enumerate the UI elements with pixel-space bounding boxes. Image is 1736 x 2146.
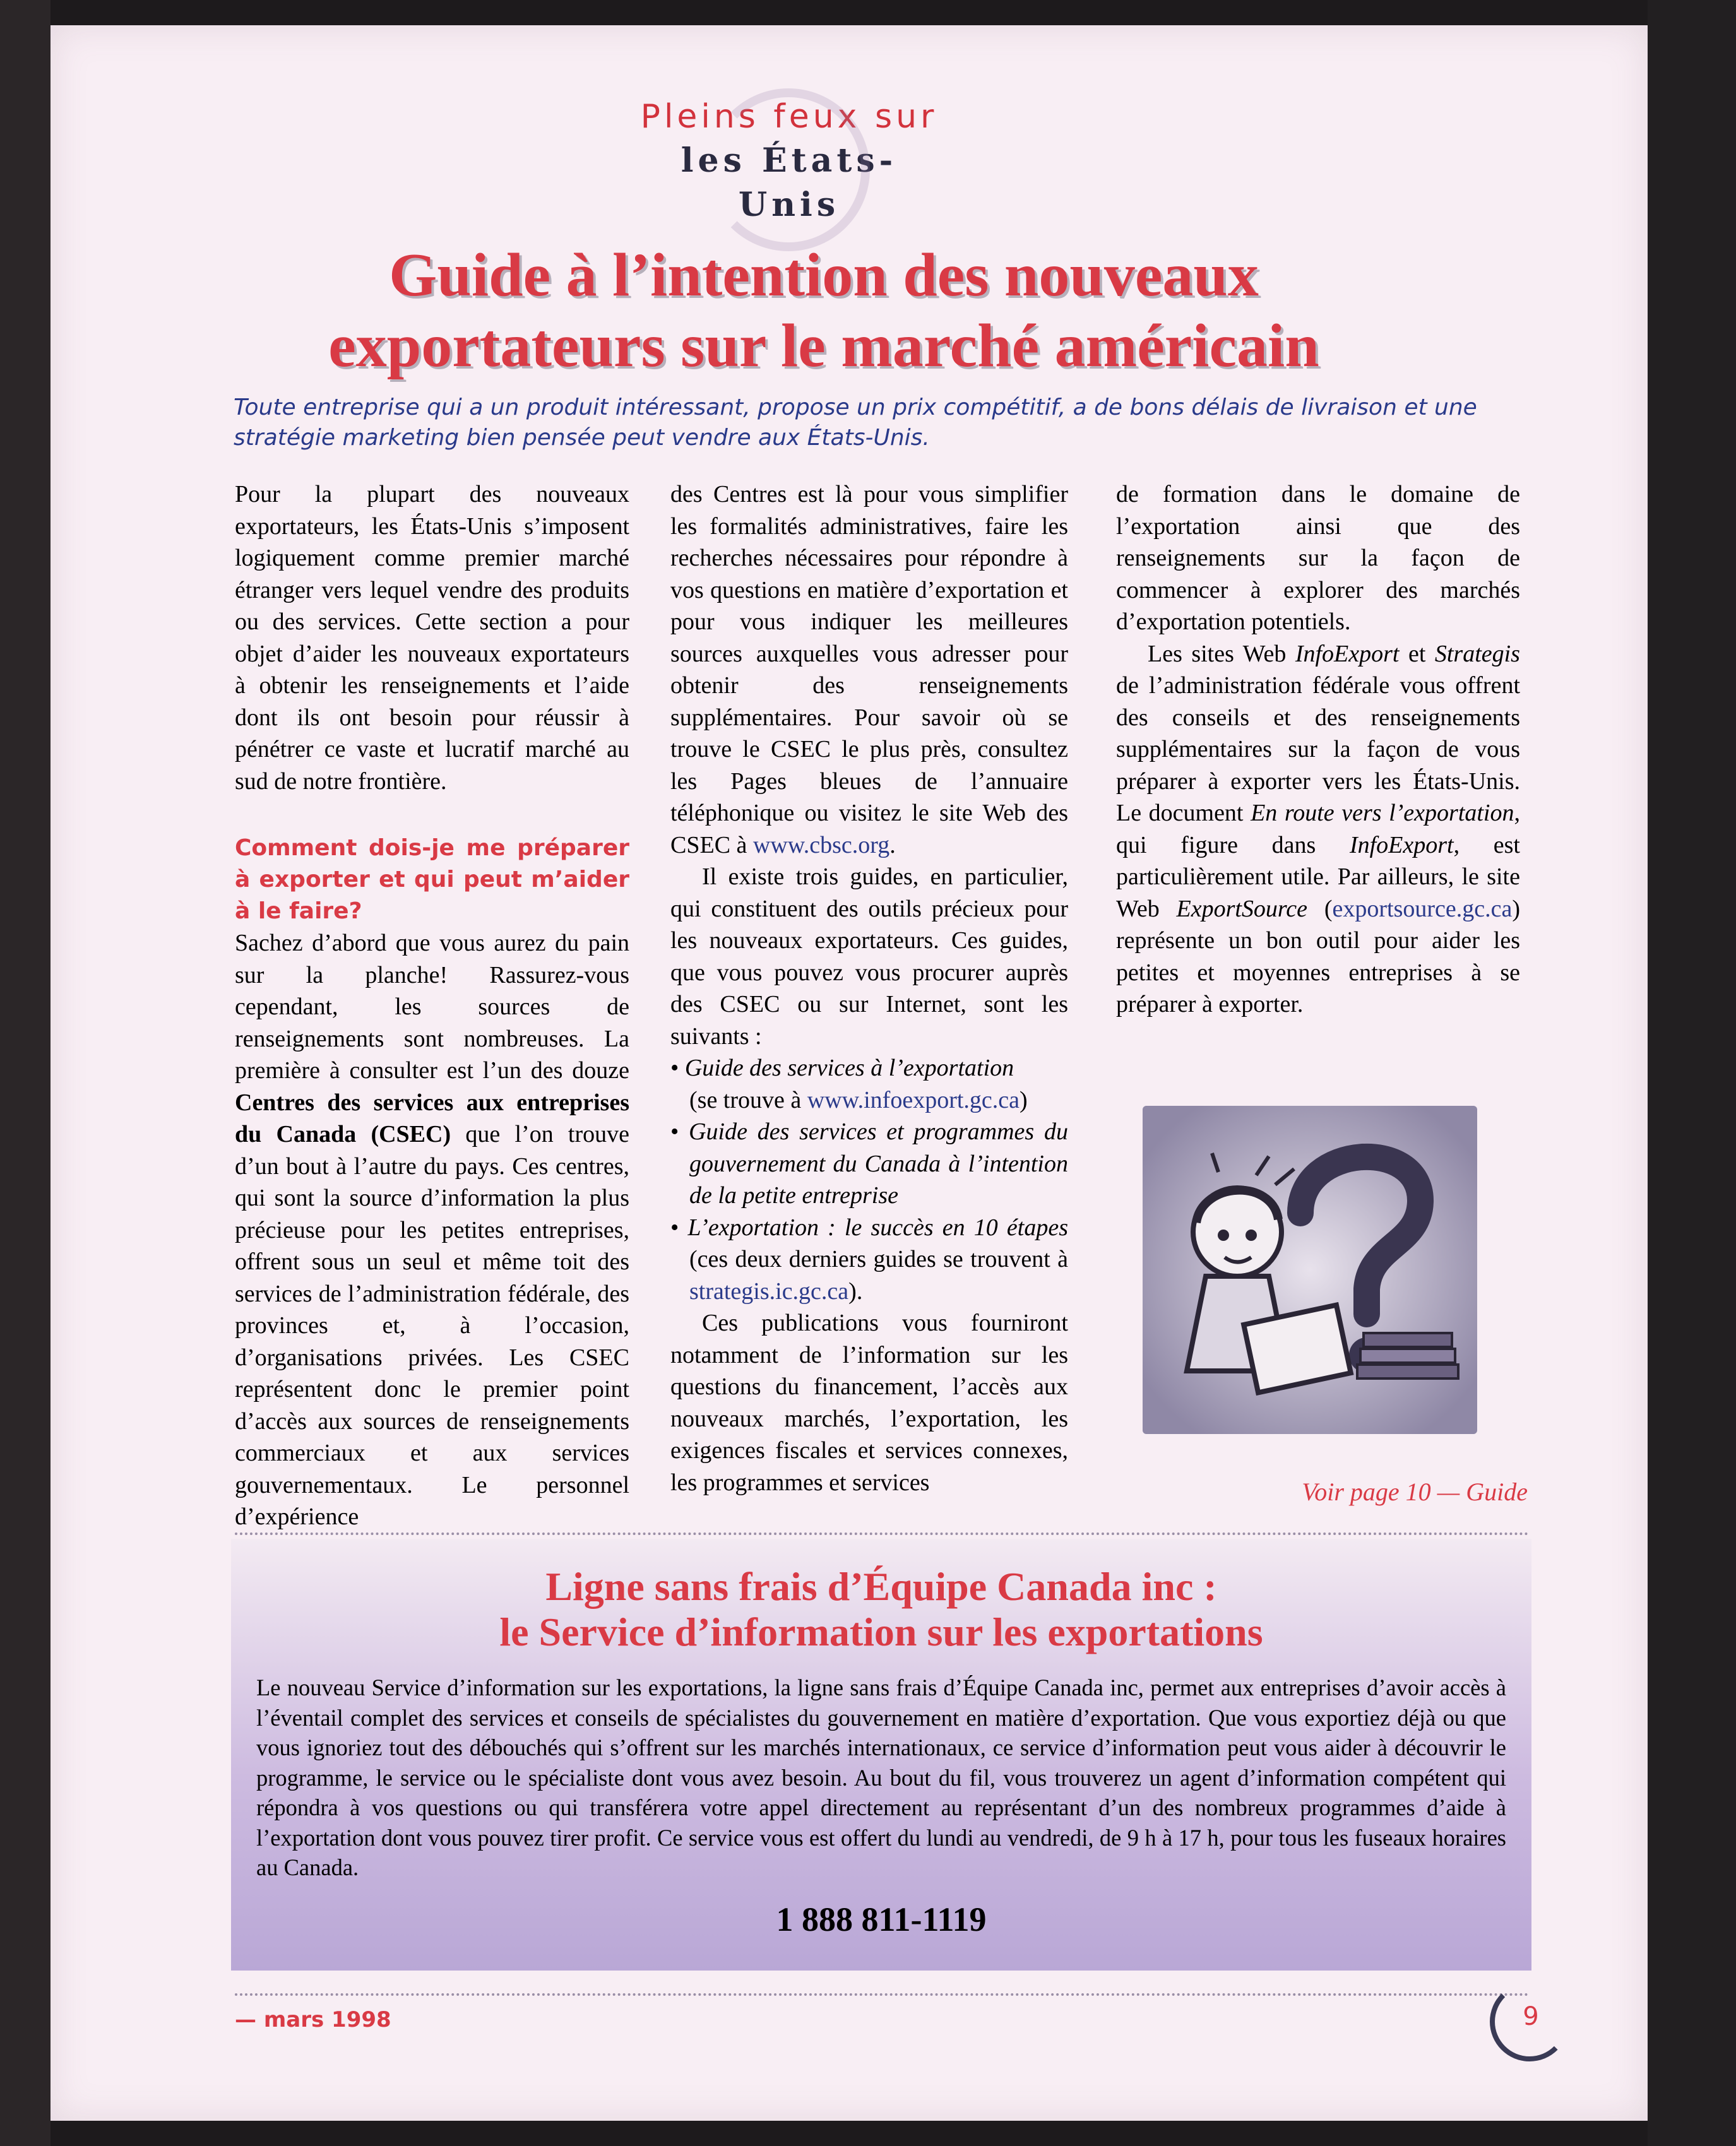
person-with-question-mark-illustration bbox=[1143, 1106, 1477, 1434]
section-kicker bbox=[631, 95, 947, 227]
info-service-box bbox=[231, 1539, 1531, 1971]
col3-text-e: , est particulièrement utile. Par ailleurs, le site Web bbox=[1116, 831, 1520, 922]
col1-subhead: Comment dois-je me préparer à exporter et qui peut m’aider à le faire? bbox=[235, 835, 629, 924]
toll-free-phone-number[interactable]: 1 888 811-1119 bbox=[776, 1900, 987, 1938]
col3-text-c: de l’administration fédérale vous offrent des conseils et des renseignements supplémentaires sur la façon de vous préparer à exporter vers les États-Unis. Le document bbox=[1116, 672, 1520, 826]
col1-paragraph-1: Pour la plupart des nouveaux exportateurs, les États-Unis s’imposent logiquement comme premier marché étranger vers lequel vendre des produits ou des services. Cette section a pour objet d’aider les nouveaux exportateurs à obtenir les renseignements et l’aide dont ils ont besoin pour réussir à pénétrer ce vaste et lucratif marché au sud de notre frontière. bbox=[235, 481, 629, 795]
box-body: Le nouveau Service d’information sur les exportations, la ligne sans frais d’Équipe Canada inc, permet aux entreprises d’avoir accès à l’éventail complet des services et conseils de spécialistes du gouvernement en matière d’exportation. Que vous exportiez déjà ou que vous ignoriez tout des débouchés qui s’offrent sur les marchés internationaux, ce service d’information peut vous aider à découvrir le programme, le service ou le spécialiste dont vous avez besoin. Au bout du fil, vous trouverez un agent d’information compétent qui répondra à vos questions ou qui transférera votre appel directement au représentant d’un des nombreux programmes d’aide à l’exportation dont vous pouvez tirer profit. Ce service vous est offert du lundi au vendredi, de 9 h à 17 h, pour tous les fuseaux horaires au Canada. bbox=[256, 1675, 1506, 1880]
col3-text-d: , qui figure dans bbox=[1116, 800, 1520, 858]
csec-bold-term: Centres des services aux entreprises du Canada (CSEC) bbox=[235, 1089, 629, 1147]
col3-text-b: et bbox=[1399, 640, 1435, 667]
strategis-link[interactable]: strategis.ic.gc.ca bbox=[689, 1278, 849, 1305]
document-title: En route vers l’exportation bbox=[1251, 800, 1514, 826]
infoexport-name-2: InfoExport bbox=[1349, 831, 1454, 858]
col2-paragraph-2: Il existe trois guides, en particulier, qui constituent des outils précieux pour les nouveaux exportateurs. Ces guides, que vous pouvez vous procurer auprès des CSEC ou sur Internet, sont les suivants : bbox=[670, 863, 1068, 1050]
box-title-line-2: le Service d’information sur les exportations bbox=[499, 1610, 1263, 1654]
kicker-line-2: les États-Unis bbox=[681, 141, 898, 224]
exportsource-name: ExportSource bbox=[1176, 895, 1308, 922]
guide-list-item-3: • L’exportation : le succès en 10 étapes (ces deux derniers guides se trouvent à strategis.ic.gc.ca). bbox=[670, 1214, 1068, 1305]
column-3 bbox=[1116, 478, 1520, 1021]
guide-3-note-b: ). bbox=[848, 1278, 863, 1305]
column-2 bbox=[670, 478, 1068, 1498]
col3-text-g: ) représente un bon outil pour aider les petites et moyennes entreprises à se préparer à exporter. bbox=[1116, 895, 1520, 1017]
article-headline bbox=[145, 240, 1502, 381]
guide-list-item-1: • Guide des services à l’exportation (se trouve à www.infoexport.gc.ca) bbox=[670, 1055, 1028, 1113]
headline-line-2: exportateurs sur le marché américain bbox=[328, 312, 1319, 380]
continued-on-page-link[interactable]: Voir page 10 — Guide bbox=[1302, 1478, 1528, 1506]
col2-p1-text: des Centres est là pour vous simplifier les formalités administratives, faire les recherches nécessaires pour répondre à vos questions en matière d’exportation et pour vous indiquer les meilleures sources auxquelles vous adresser pour obtenir des renseignements supplémentaires. Pour savoir où se trouve le CSEC le plus près, consultez les Pages bleues de l’annuaire téléphonique ou visitez le site Web des CSEC à bbox=[670, 481, 1068, 858]
col1-p2-text-b: que l’on trouve d’un bout à l’autre du pays. Ces centres, qui sont la source d’information la plus précieuse pour les petites entreprises, offrent sous un seul et même toit des services de l’administration fédérale, des provinces et, à l’occasion, d’organisations privées. Les CSEC représentent donc le premier point d’accès aux sources de renseignements commerciaux et aux services gouvernementaux. Le personnel d’expérience bbox=[235, 1121, 630, 1530]
binding-spine bbox=[0, 0, 51, 2146]
column-1 bbox=[235, 478, 629, 1533]
box-title-line-1: Ligne sans frais d’Équipe Canada inc : bbox=[545, 1564, 1217, 1609]
exportsource-link[interactable]: exportsource.gc.ca bbox=[1332, 895, 1513, 922]
col1-paragraph-2 bbox=[235, 927, 629, 1533]
col3-paragraph-1: de formation dans le domaine de l’exportation ainsi que des renseignements sur la façon de commencer à explorer des marchés d’exportation potentiels. bbox=[1116, 481, 1520, 635]
guide-list-item-2: • Guide des services et programmes du gouvernement du Canada à l’intention de la petite entreprise bbox=[670, 1118, 1068, 1209]
page-number: 9 bbox=[1523, 2002, 1539, 2031]
infoexport-link[interactable]: www.infoexport.gc.ca bbox=[807, 1086, 1020, 1113]
headline-line-1: Guide à l’intention des nouveaux bbox=[389, 241, 1259, 309]
col2-paragraph-3: Ces publications vous fourniront notamment de l’information sur les questions du financement, l’accès aux nouveaux marchés, l’exportation, les exigences fiscales et services connexes, les programmes et services bbox=[670, 1310, 1068, 1496]
article-lead: Toute entreprise qui a un produit intéressant, propose un prix compétitif, a de bons délais de livraison et une stratégie marketing bien pensée peut vendre aux États-Unis. bbox=[234, 394, 1477, 451]
kicker-line-1: Pleins feux sur bbox=[640, 98, 938, 136]
strategis-name: Strategis bbox=[1434, 640, 1520, 667]
dotted-divider-bottom bbox=[235, 1993, 1529, 1996]
guide-title-3: L’exportation : le succès en 10 étapes bbox=[687, 1214, 1068, 1241]
box-title bbox=[231, 1564, 1531, 1655]
guide-3-note-a: (ces deux derniers guides se trouvent à bbox=[689, 1246, 1068, 1272]
col3-text-f: ( bbox=[1307, 895, 1333, 922]
guide-1-note-a: (se trouve à bbox=[689, 1086, 807, 1113]
col1-p2-text-a: Sachez d’abord que vous aurez du pain sur la planche! Rassurez-vous cependant, les sources de renseignements sont nombreuses. La première à consulter est l’un des douze bbox=[235, 930, 629, 1084]
cbsc-link[interactable]: www.cbsc.org bbox=[752, 831, 890, 858]
dotted-divider-top bbox=[235, 1532, 1529, 1535]
guide-title-1: Guide des services à l’exportation bbox=[684, 1055, 1014, 1081]
page-edge-right bbox=[1648, 0, 1736, 2146]
guide-title-2: Guide des services et programmes du gouvernement du Canada à l’intention de la petite entreprise bbox=[689, 1118, 1068, 1209]
col2-paragraph-1 bbox=[670, 478, 1068, 861]
col2-p1-end: . bbox=[889, 831, 896, 858]
col3-paragraph-2 bbox=[1116, 638, 1520, 1021]
guide-1-note-b: ) bbox=[1020, 1086, 1028, 1113]
swirl-ornament-icon bbox=[707, 88, 870, 251]
infoexport-name: InfoExport bbox=[1295, 640, 1400, 667]
col3-text-a: Les sites Web bbox=[1148, 640, 1295, 667]
footer-date: — mars 1998 bbox=[235, 2007, 391, 2032]
